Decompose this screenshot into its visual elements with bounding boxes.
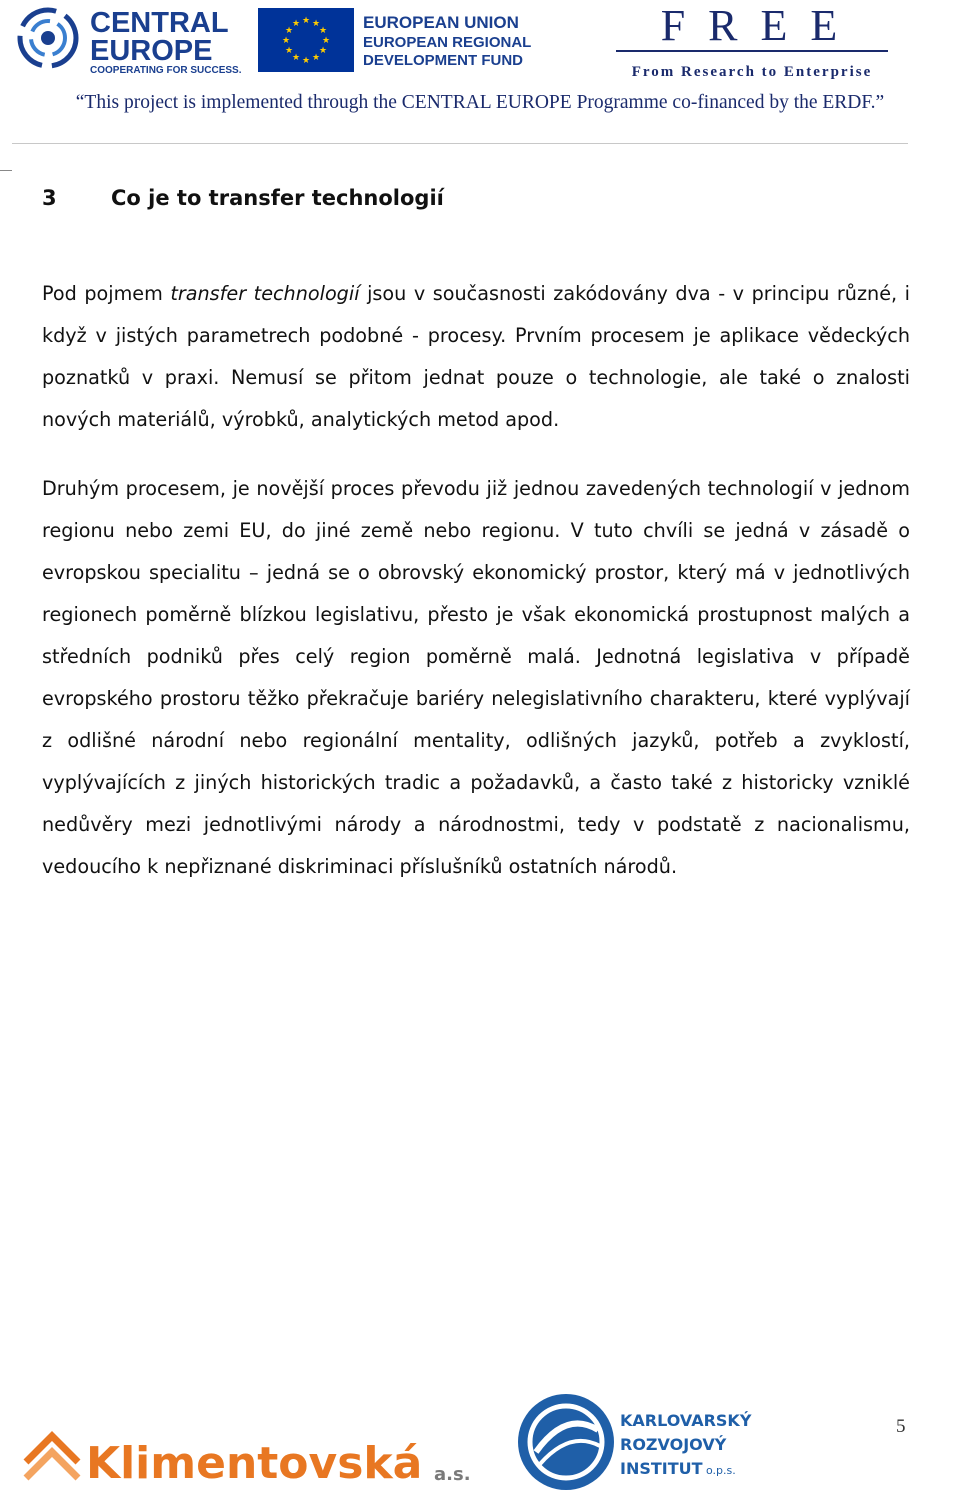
- kri-suffix: o.p.s.: [706, 1464, 736, 1477]
- free-logo-tagline: From Research to Enterprise: [631, 64, 873, 80]
- svg-text:★: ★: [301, 56, 311, 66]
- central-europe-line2: EUROPE: [90, 35, 213, 67]
- margin-mark: [0, 170, 12, 171]
- klimentovska-logo: [22, 1422, 500, 1490]
- eu-line2: EUROPEAN REGIONAL: [363, 34, 532, 51]
- svg-text:★: ★: [281, 36, 291, 46]
- svg-text:★: ★: [284, 26, 294, 36]
- header-divider: [12, 143, 908, 144]
- eu-flag-icon: [258, 8, 354, 72]
- eu-line1: EUROPEAN UNION: [363, 13, 519, 32]
- eu-line3: DEVELOPMENT FUND: [363, 52, 524, 69]
- svg-text:★: ★: [291, 19, 301, 29]
- project-funding-note: “This project is implemented through the CENTRAL EUROPE Programme co-financed by the ERDF.”: [75, 92, 885, 113]
- paragraph-1: [42, 273, 910, 441]
- central-europe-logo: [14, 4, 244, 76]
- central-europe-swirl-icon: [20, 10, 76, 66]
- klimentovska-suffix: a.s.: [434, 1464, 471, 1485]
- paragraph-1-term: transfer technologií: [170, 282, 360, 305]
- svg-text:★: ★: [291, 53, 301, 63]
- central-europe-line1: CENTRAL: [90, 7, 229, 39]
- central-europe-tagline: COOPERATING FOR SUCCESS.: [90, 65, 242, 76]
- free-logo: [616, 0, 888, 86]
- kri-logo-text: [620, 1406, 780, 1486]
- kri-globe-icon: [514, 1390, 618, 1494]
- klimentovska-chevron-icon: [26, 1436, 78, 1478]
- free-logo-letters: F R E E: [660, 1, 844, 50]
- kri-line2: ROZVOJOVÝ: [620, 1435, 727, 1454]
- paragraph-1-rest: jsou v současnosti zakódovány dva - v principu různé, i když v jistých parametrech podobné - procesy. Prvním procesem je aplikace vědeckých poznatků v praxi. Nemusí se přitom jednat pouze o technologie, ale také o znalosti nových materiálů, výrobků, analytických metod apod.: [42, 282, 910, 431]
- kri-line3: INSTITUT: [620, 1459, 703, 1478]
- paragraph-1-lead: Pod pojmem: [42, 282, 171, 305]
- page-number: 5: [896, 1416, 906, 1437]
- paragraph-2: Druhým procesem, je novější proces převodu již jednou zavedených technologií v jednom regionu nebo zemi EU, do jiné země nebo regionu. V tuto chvíli se jedná v zásadě o evropskou specialitu – jedná se o obrovský ekonomický prostor, který má v jednotlivých regionech poměrně blízkou legislativu, přesto je však ekonomická prostupnost malých a středních podniků přes celý region poměrně malá. Jednotná legislativa v případě evropského prostoru těžko překračuje bariéry nelegislativního charakteru, které vyplývají z odlišné národní nebo regionální mentality, odlišných jazyků, potřeb a zvyklostí, vyplývajících z jiných historických tradic a požadavků, a často také z historicky vzniklé nedůvěry mezi jednotlivými národy a národnostmi, tedy v podstatě z nacionalismu, vedoucího k nepřiznané diskriminaci příslušníků ostatních národů.: [42, 477, 910, 878]
- section-title: Co je to transfer technologií: [111, 186, 444, 210]
- svg-text:★: ★: [284, 46, 294, 56]
- svg-text:★: ★: [321, 36, 331, 46]
- section-number: 3: [42, 186, 57, 210]
- section-heading: [42, 186, 444, 210]
- kri-line1: KARLOVARSKÝ: [620, 1411, 752, 1430]
- svg-text:★: ★: [311, 53, 321, 63]
- svg-text:★: ★: [301, 16, 311, 26]
- eu-fund-logo-text: [363, 10, 532, 72]
- svg-text:★: ★: [318, 26, 328, 36]
- svg-text:★: ★: [311, 19, 321, 29]
- svg-text:★: ★: [318, 46, 328, 56]
- klimentovska-name: Klimentovská: [86, 1438, 423, 1489]
